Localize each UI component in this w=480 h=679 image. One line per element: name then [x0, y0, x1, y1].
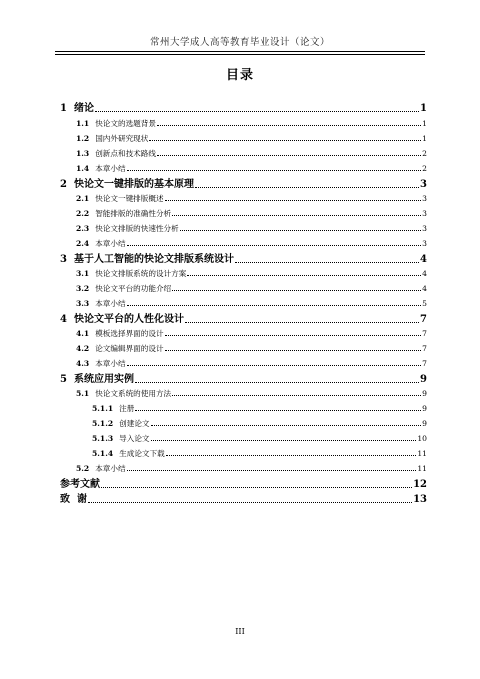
toc-entry-label — [60, 495, 87, 505]
toc-entry-page: 4 — [420, 254, 427, 265]
toc-entry-label — [60, 104, 94, 114]
toc-entry-number: 5.1.1 — [92, 404, 114, 414]
toc-entry-text: 智能排版的准确性分析 — [95, 209, 172, 219]
toc-entry-label — [60, 315, 184, 325]
toc-entry-page: 7 — [422, 344, 427, 354]
toc-leader-dots — [235, 262, 419, 263]
toc-entry[interactable] — [92, 434, 427, 443]
toc-entry-label — [92, 420, 150, 428]
toc-entry-page: 5 — [422, 299, 427, 309]
toc-entry[interactable] — [76, 119, 427, 128]
toc-entry-page: 7 — [422, 359, 427, 369]
toc-leader-dots — [135, 410, 421, 411]
toc-entry-number: 4 — [60, 314, 67, 325]
toc-entry[interactable] — [60, 103, 427, 114]
page-number: III — [235, 627, 245, 636]
toc-entry-number: 1.1 — [76, 119, 90, 129]
toc-leader-dots — [165, 350, 422, 351]
toc-entry-page: 3 — [420, 179, 427, 190]
toc-leader-dots — [165, 335, 422, 336]
toc-entry-page: 13 — [413, 494, 427, 505]
toc-entry-page: 9 — [422, 419, 427, 429]
toc-leader-dots — [127, 470, 417, 471]
toc-entry-number: 2 — [60, 179, 67, 190]
toc-entry-label — [76, 150, 156, 158]
toc-entry-number: 5.1 — [76, 389, 90, 399]
toc-entry-text: 本章小结 — [95, 359, 126, 369]
toc-entry-page: 4 — [422, 284, 427, 294]
toc-title: 目录 — [225, 68, 254, 83]
toc-entry-text: 快论文系统的使用方法 — [95, 389, 172, 399]
toc-entry-text: 模板选择界面的设计 — [95, 329, 164, 339]
toc-entry[interactable] — [60, 314, 427, 325]
toc-entry-number: 3.3 — [76, 299, 90, 309]
header-rule — [55, 51, 425, 52]
toc-entry-label — [76, 465, 126, 473]
toc-entry-label — [76, 270, 186, 278]
toc-entry[interactable] — [76, 194, 427, 203]
toc-entry-label — [60, 255, 234, 265]
toc-entry[interactable] — [92, 404, 427, 413]
toc-entry-number: 3 — [60, 254, 67, 265]
toc-entry-text: 快论文平台的人性化设计 — [73, 314, 184, 325]
toc-entry-label — [92, 405, 134, 413]
toc-leader-dots — [157, 125, 421, 126]
toc-entry-label — [76, 300, 126, 308]
toc-entry-text: 致 谢 — [60, 494, 87, 505]
toc-entry[interactable] — [60, 374, 427, 385]
toc-leader-dots — [195, 187, 419, 188]
toc-entry-text: 快论文排版系统的设计方案 — [95, 269, 187, 279]
toc-entry-page: 3 — [422, 239, 427, 249]
toc-entry[interactable] — [60, 179, 427, 190]
toc-entry-text: 快论文排版的快速性分析 — [95, 224, 179, 234]
toc-entry-number: 5.1.2 — [92, 419, 114, 429]
toc-entry-text: 导入论文 — [119, 434, 150, 444]
toc-entry-text: 生成论文下载 — [119, 449, 165, 459]
toc-entry-text: 注册 — [119, 404, 135, 414]
toc-entry-page: 11 — [417, 464, 427, 474]
toc-leader-dots — [127, 365, 422, 366]
toc-entry-page: 11 — [417, 449, 427, 459]
toc-entry-label — [60, 375, 134, 385]
toc-leader-dots — [172, 395, 421, 396]
toc-entry-page: 4 — [422, 269, 427, 279]
toc-entry-page: 1 — [422, 134, 427, 144]
toc-entry[interactable] — [92, 419, 427, 428]
toc-entry[interactable] — [76, 224, 427, 233]
toc-entry[interactable] — [76, 134, 427, 143]
toc-entry-label — [92, 450, 165, 458]
toc-entry-text: 快论文的选题背景 — [95, 119, 156, 129]
toc-leader-dots — [151, 440, 417, 441]
toc-entry-page: 12 — [413, 479, 427, 490]
toc-entry-number: 5.1.3 — [92, 434, 114, 444]
toc-entry-text: 创新点和技术路线 — [95, 149, 156, 159]
page-header: 常州大学成人高等教育毕业设计（论文） — [149, 37, 330, 48]
toc-leader-dots — [151, 425, 422, 426]
toc-entry-label — [92, 435, 150, 443]
toc-entry[interactable] — [76, 359, 427, 368]
toc-entry-text: 基于人工智能的快论文排版系统设计 — [73, 254, 234, 265]
toc-entry[interactable] — [76, 239, 427, 248]
toc-entry-text: 国内外研究现状 — [95, 134, 149, 144]
toc-entry[interactable] — [76, 164, 427, 173]
toc-entry-number: 5.2 — [76, 464, 90, 474]
toc-leader-dots — [172, 290, 421, 291]
toc-entry-text: 本章小结 — [95, 299, 126, 309]
toc-leader-dots — [149, 140, 421, 141]
toc-entry-number: 3.2 — [76, 284, 90, 294]
toc-entry-label — [76, 345, 164, 353]
toc-entry[interactable] — [92, 449, 427, 458]
toc-leader-dots — [172, 215, 421, 216]
toc-leader-dots — [127, 170, 422, 171]
toc-entry-text: 系统应用实例 — [73, 374, 134, 385]
toc-entry-number: 4.2 — [76, 344, 90, 354]
toc-entry-label — [76, 165, 126, 173]
toc-entry[interactable] — [60, 254, 427, 265]
toc-entry[interactable] — [76, 299, 427, 308]
toc-entry[interactable] — [60, 479, 427, 490]
toc-entry-number: 2.3 — [76, 224, 90, 234]
toc-leader-dots — [165, 200, 422, 201]
toc-leader-dots — [157, 155, 421, 156]
toc-entry-page: 1 — [420, 103, 427, 114]
toc-entry-number: 2.1 — [76, 194, 90, 204]
toc-entry-text: 快论文平台的功能介绍 — [95, 284, 172, 294]
toc-entry-number: 4.3 — [76, 359, 90, 369]
toc-leader-dots — [127, 305, 422, 306]
toc-entry[interactable] — [76, 329, 427, 338]
toc-entry[interactable] — [76, 284, 427, 293]
toc-entry-number: 4.1 — [76, 329, 90, 339]
toc-entry-number: 2.2 — [76, 209, 90, 219]
toc-entry[interactable] — [76, 269, 427, 278]
toc-entry[interactable] — [76, 209, 427, 218]
toc-entry-label — [76, 285, 171, 293]
toc-entry-label — [76, 330, 164, 338]
toc-leader-dots — [127, 245, 422, 246]
toc-entry-text: 本章小结 — [95, 164, 126, 174]
toc-entry[interactable] — [76, 389, 427, 398]
toc-entry-page: 2 — [422, 164, 427, 174]
toc-leader-dots — [187, 275, 421, 276]
toc-entry-number: 1.2 — [76, 134, 90, 144]
toc-entry-text: 绪论 — [73, 103, 94, 114]
toc-entry-text: 快论文一键排版概述 — [95, 194, 164, 204]
header-rule-thin — [55, 54, 425, 55]
toc-entry-page: 1 — [422, 119, 427, 129]
toc-leader-dots — [135, 382, 419, 383]
toc-entry-page: 9 — [422, 404, 427, 414]
toc-entry-page: 9 — [420, 374, 427, 385]
toc-entry-number: 5 — [60, 374, 67, 385]
toc-entry-number: 3.1 — [76, 269, 90, 279]
toc-entry-label — [76, 195, 164, 203]
toc-entry-number: 2.4 — [76, 239, 90, 249]
toc-entry[interactable] — [76, 464, 427, 473]
toc-entry-label — [76, 390, 171, 398]
toc-leader-dots — [166, 455, 417, 456]
toc-leader-dots — [101, 487, 412, 488]
toc-entry-page: 3 — [422, 194, 427, 204]
toc-entry-label — [76, 225, 179, 233]
toc-entry-page: 7 — [422, 329, 427, 339]
toc-entry-label — [76, 240, 126, 248]
toc-entry[interactable] — [60, 494, 427, 505]
toc-entry-text: 本章小结 — [95, 464, 126, 474]
toc-entry-label — [60, 480, 100, 490]
toc-leader-dots — [180, 230, 421, 231]
toc-entry-page: 9 — [422, 389, 427, 399]
toc-entry-number: 5.1.4 — [92, 449, 114, 459]
toc-entry-page: 2 — [422, 149, 427, 159]
toc-entry-page: 10 — [417, 434, 427, 444]
toc-entry-number: 1.3 — [76, 149, 90, 159]
toc-leader-dots — [185, 322, 419, 323]
toc-entry-number: 1.4 — [76, 164, 90, 174]
toc-entry-label — [76, 210, 171, 218]
toc-entry-number: 1 — [60, 103, 67, 114]
toc-entry-label — [60, 180, 194, 190]
toc-entry-text: 快论文一键排版的基本原理 — [73, 179, 194, 190]
toc-entry-text: 参考文献 — [60, 479, 100, 490]
toc-entry-text: 论文编辑界面的设计 — [95, 344, 164, 354]
toc-entry-page: 7 — [420, 314, 427, 325]
toc-entry-label — [76, 135, 148, 143]
toc-entry-text: 本章小结 — [95, 239, 126, 249]
toc-entry-label — [76, 120, 156, 128]
toc-entry[interactable] — [76, 149, 427, 158]
toc-entry-page: 3 — [422, 224, 427, 234]
toc-entry[interactable] — [76, 344, 427, 353]
toc-entry-label — [76, 360, 126, 368]
toc-leader-dots — [88, 502, 412, 503]
toc-entry-page: 3 — [422, 209, 427, 219]
toc-leader-dots — [95, 111, 419, 112]
toc-entry-text: 创建论文 — [119, 419, 150, 429]
